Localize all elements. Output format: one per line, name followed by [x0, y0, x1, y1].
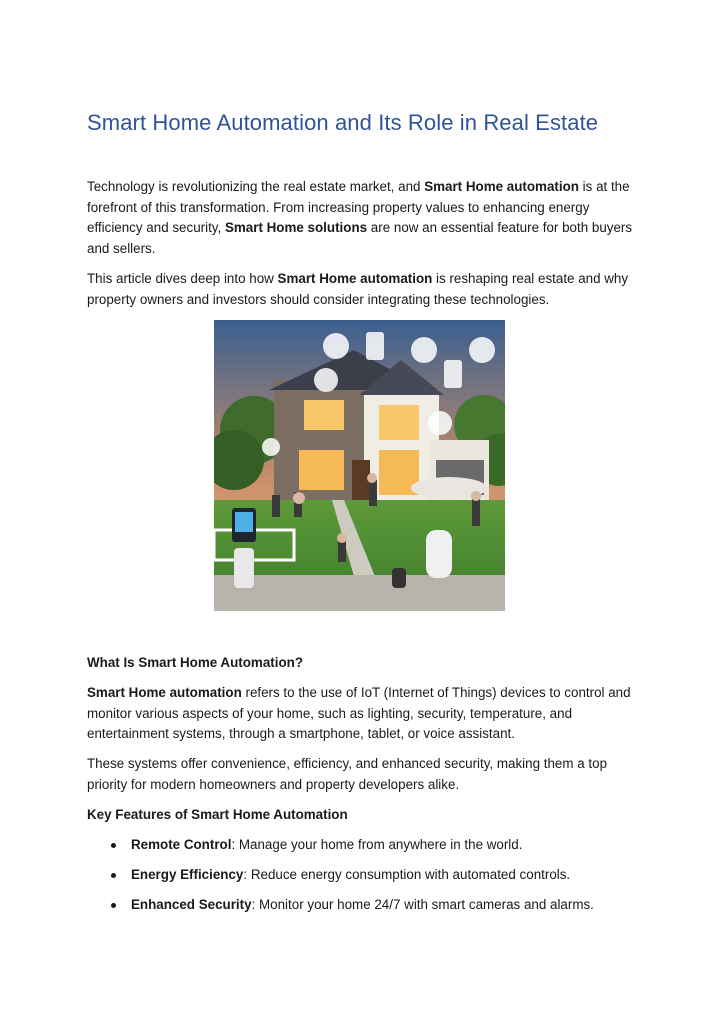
section1-paragraph-1: Smart Home automation refers to the use of IoT (Internet of Things) devices to control and monitor various aspects of your home, such as lighting, security, temperature, and entertainment systems, through a smartphone, tablet, or voice assistant. — [87, 685, 631, 741]
key-features-list — [87, 835, 647, 925]
feature-label: Remote Control — [131, 837, 232, 852]
section-heading-key-features: Key Features of Smart Home Automation — [87, 807, 348, 822]
list-item — [87, 895, 647, 925]
page-title: Smart Home Automation and Its Role in Real Estate — [87, 110, 599, 135]
section-heading-what-is: What Is Smart Home Automation? — [87, 655, 303, 670]
feature-label: Enhanced Security — [131, 897, 252, 912]
list-item — [87, 865, 647, 895]
feature-text: : Reduce energy consumption with automated controls. — [243, 867, 571, 882]
smart-home-illustration — [214, 320, 505, 611]
feature-text: : Monitor your home 24/7 with smart cameras and alarms. — [251, 897, 594, 912]
intro-paragraph-2: This article dives deep into how Smart Home automation is reshaping real estate and why property owners and investors should consider integrating these technologies. — [87, 271, 629, 307]
intro-paragraph-1: Technology is revolutionizing the real estate market, and Smart Home automation is at the forefront of this transformation. From increasing property values to enhancing energy efficiency and security, Smart Home solutions are now an essential feature for both buyers and sellers. — [87, 179, 633, 256]
feature-text: : Manage your home from anywhere in the world. — [231, 837, 523, 852]
feature-label: Energy Efficiency — [131, 867, 244, 882]
list-item — [87, 835, 647, 865]
section1-paragraph-2: These systems offer convenience, efficiency, and enhanced security, making them a top priority for modern homeowners and property developers alike. — [87, 756, 608, 792]
